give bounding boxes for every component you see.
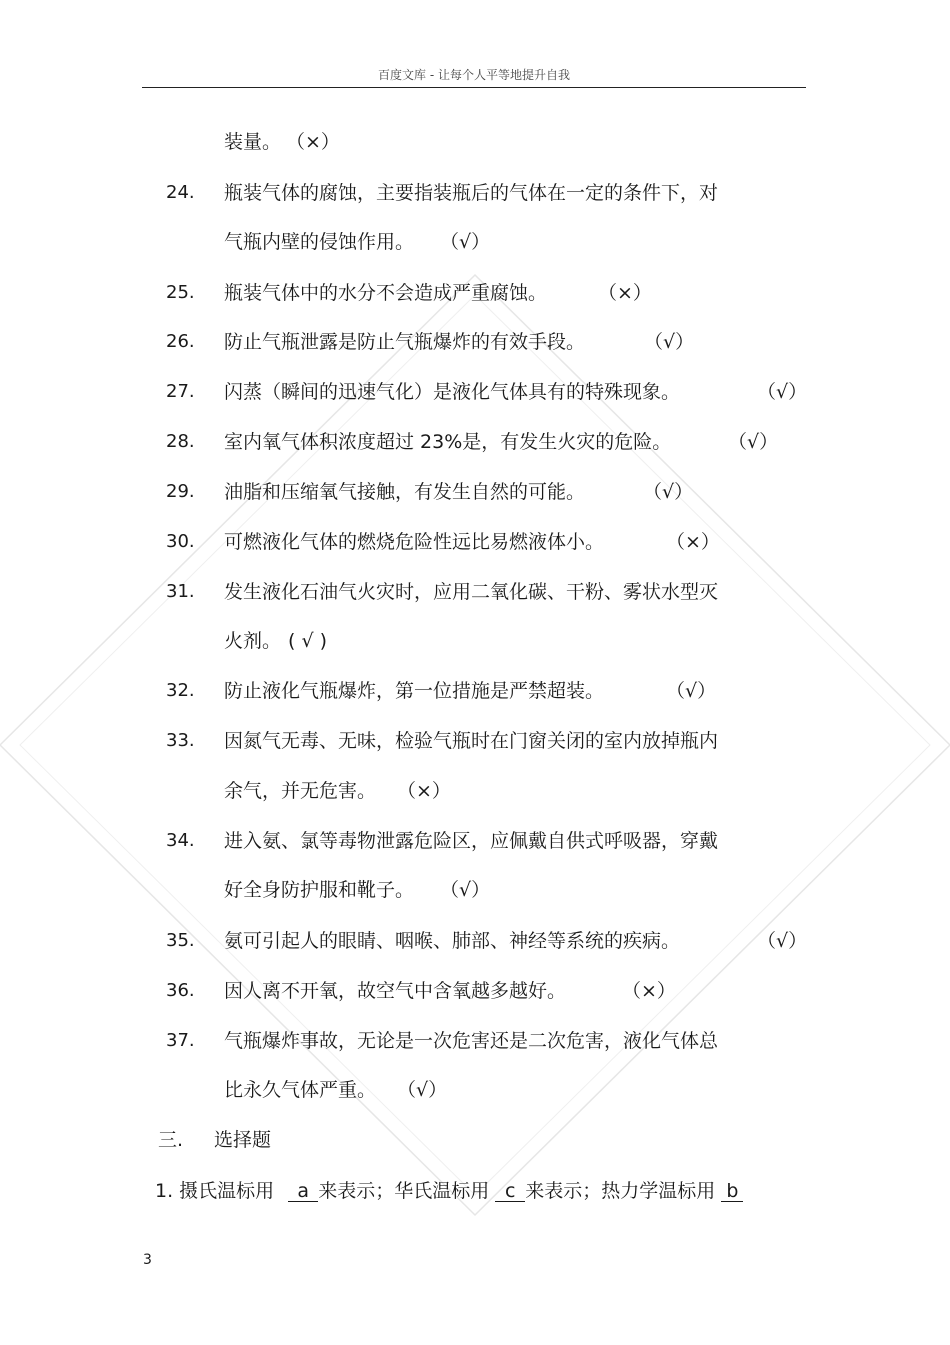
page-number: 3 <box>143 1252 152 1268</box>
item-28-number: 28. <box>166 431 195 452</box>
item-24-line-1: 瓶装气体的腐蚀，主要指装瓶后的气体在一定的条件下，对 <box>224 182 719 204</box>
header-divider <box>142 87 806 88</box>
item-36-number: 36. <box>166 980 195 1001</box>
item-25-number: 25. <box>166 282 195 303</box>
item-34-number: 34. <box>166 830 195 851</box>
item-31-number: 31. <box>166 581 195 602</box>
item-29-answer: （√） <box>643 481 694 503</box>
item-34-line-1: 进入氨、氯等毒物泄露危险区，应佩戴自供式呼吸器，穿戴 <box>224 830 719 852</box>
item-30-line-1: 可燃液化气体的燃烧危险性远比易燃液体小。 <box>224 531 605 553</box>
item-32-answer: （√） <box>666 680 717 702</box>
item-25-line-1: 瓶装气体中的水分不会造成严重腐蚀。 <box>224 282 548 304</box>
item-37-line-1: 气瓶爆炸事故，无论是一次危害还是二次危害，液化气体总 <box>224 1030 719 1052</box>
item-36-answer: （×） <box>622 980 676 1002</box>
section-title: 选择题 <box>214 1129 272 1151</box>
item-31-line-2: 火剂。 <box>224 630 282 652</box>
question-1 <box>155 1179 743 1203</box>
page-header: 百度文库 - 让每个人平等地提升自我 <box>378 68 570 82</box>
section-number: 三. <box>158 1129 184 1151</box>
item-26-line-1: 防止气瓶泄露是防止气瓶爆炸的有效手段。 <box>224 331 586 353</box>
item-27-line-1: 闪蒸（瞬间的迅速气化）是液化气体具有的特殊现象。 <box>224 381 681 403</box>
item-24-line-2: 气瓶内壁的侵蚀作用。 <box>224 231 415 253</box>
item-33-line-1: 因氮气无毒、无味，检验气瓶时在门窗关闭的室内放掉瓶内 <box>224 730 719 752</box>
item-35-answer: （√） <box>757 930 808 952</box>
item-27-number: 27. <box>166 381 195 402</box>
item-29-line-1: 油脂和压缩氧气接触，有发生自然的可能。 <box>224 481 586 503</box>
item-23-line-2: 装量。 <box>224 131 282 153</box>
item-27-answer: （√） <box>757 381 808 403</box>
question-1-blank-3: b <box>721 1181 743 1202</box>
item-26-answer: （√） <box>644 331 695 353</box>
item-33-line-2: 余气，并无危害。 <box>224 780 377 802</box>
question-1-mid-1: 来表示；华氏温标用 <box>318 1180 490 1202</box>
item-36-line-1: 因人离不开氧，故空气中含氧越多越好。 <box>224 980 567 1002</box>
item-32-line-1: 防止液化气瓶爆炸，第一位措施是严禁超装。 <box>224 680 605 702</box>
item-30-answer: （×） <box>666 531 720 553</box>
item-37-line-2: 比永久气体严重。 <box>224 1079 377 1101</box>
question-1-mid-2: 来表示；热力学温标用 <box>525 1180 716 1202</box>
item-33-number: 33. <box>166 730 195 751</box>
item-28-answer: （√） <box>728 431 779 453</box>
item-31-answer: ( √ ) <box>288 630 328 652</box>
item-33-answer: （×） <box>397 780 451 802</box>
item-30-number: 30. <box>166 531 195 552</box>
item-25-answer: （×） <box>598 282 652 304</box>
item-28-line-1: 室内氧气体积浓度超过 23%是，有发生火灾的危险。 <box>224 431 672 453</box>
item-35-number: 35. <box>166 930 195 951</box>
item-34-line-2: 好全身防护服和靴子。 <box>224 879 415 901</box>
item-37-answer: （√） <box>397 1079 448 1101</box>
item-26-number: 26. <box>166 331 195 352</box>
item-37-number: 37. <box>166 1030 195 1051</box>
item-24-answer: （√） <box>440 231 491 253</box>
item-31-line-1: 发生液化石油气火灾时，应用二氧化碳、干粉、雾状水型灭 <box>224 581 719 603</box>
item-32-number: 32. <box>166 680 195 701</box>
question-1-prefix: 1. 摄氏温标用 <box>155 1180 275 1202</box>
item-34-answer: （√） <box>440 879 491 901</box>
item-29-number: 29. <box>166 481 195 502</box>
item-23-answer: （×） <box>286 131 340 153</box>
question-1-blank-2: c <box>495 1181 525 1202</box>
item-24-number: 24. <box>166 182 195 203</box>
question-1-blank-1: a <box>288 1181 318 1202</box>
item-35-line-1: 氨可引起人的眼睛、咽喉、肺部、神经等系统的疾病。 <box>224 930 681 952</box>
